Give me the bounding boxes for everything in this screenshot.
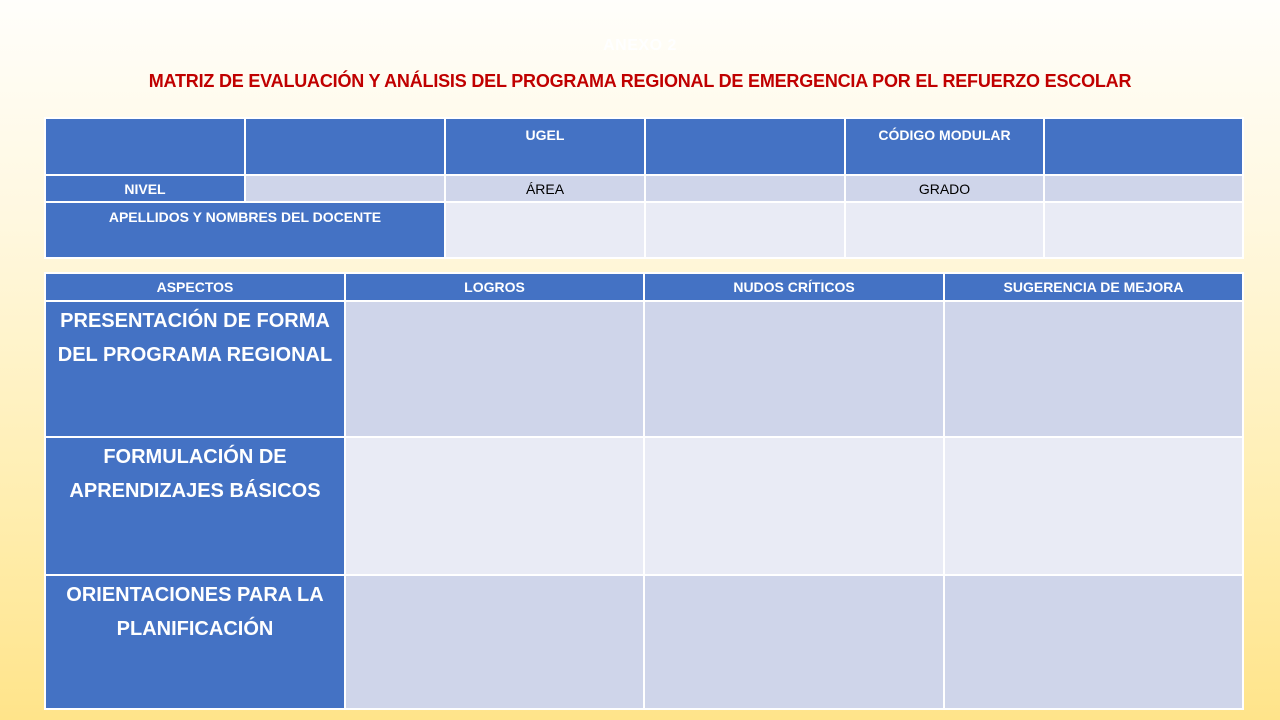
- codigo-modular-value-cell[interactable]: [1044, 118, 1243, 175]
- nivel-value-cell[interactable]: [245, 175, 445, 202]
- col-header-nudos-criticos: NUDOS CRÍTICOS: [644, 273, 944, 301]
- table-row: [45, 575, 1243, 709]
- logros-cell[interactable]: [345, 437, 644, 575]
- evaluation-matrix: [44, 272, 1244, 710]
- annex-label: ANEXO 2: [603, 37, 677, 54]
- grado-value-cell[interactable]: [1044, 175, 1243, 202]
- info-blank-cell[interactable]: [45, 118, 245, 175]
- aspect-presentacion: PRESENTACIÓN DE FORMA DEL PROGRAMA REGIONAL: [45, 301, 345, 437]
- col-header-sugerencia: SUGERENCIA DE MEJORA: [944, 273, 1243, 301]
- logros-cell[interactable]: [345, 575, 644, 709]
- sugerencia-cell[interactable]: [944, 301, 1243, 437]
- ugel-label: UGEL: [445, 118, 645, 175]
- info-blank-cell[interactable]: [245, 118, 445, 175]
- nudos-criticos-cell[interactable]: [644, 437, 944, 575]
- docente-value-cell[interactable]: [645, 202, 845, 258]
- col-header-aspectos: ASPECTOS: [45, 273, 345, 301]
- grado-label: GRADO: [845, 175, 1044, 202]
- ugel-value-cell[interactable]: [645, 118, 845, 175]
- nudos-criticos-cell[interactable]: [644, 575, 944, 709]
- document-title: MATRIZ DE EVALUACIÓN Y ANÁLISIS DEL PROGRAMA REGIONAL DE EMERGENCIA POR EL REFUERZO ESCOLAR: [148, 71, 1132, 91]
- docente-label: APELLIDOS Y NOMBRES DEL DOCENTE: [45, 202, 445, 258]
- sugerencia-cell[interactable]: [944, 437, 1243, 575]
- nudos-criticos-cell[interactable]: [644, 301, 944, 437]
- info-table: [44, 117, 1244, 259]
- aspect-formulacion: FORMULACIÓN DE APRENDIZAJES BÁSICOS: [45, 437, 345, 575]
- area-label: ÁREA: [445, 175, 645, 202]
- docente-value-cell[interactable]: [845, 202, 1044, 258]
- aspect-orientaciones: ORIENTACIONES PARA LA PLANIFICACIÓN: [45, 575, 345, 709]
- docente-value-cell[interactable]: [1044, 202, 1243, 258]
- nivel-label: NIVEL: [45, 175, 245, 202]
- logros-cell[interactable]: [345, 301, 644, 437]
- table-row: [45, 437, 1243, 575]
- table-row: [45, 301, 1243, 437]
- sugerencia-cell[interactable]: [944, 575, 1243, 709]
- codigo-modular-label: CÓDIGO MODULAR: [845, 118, 1044, 175]
- col-header-logros: LOGROS: [345, 273, 644, 301]
- area-value-cell[interactable]: [645, 175, 845, 202]
- docente-value-cell[interactable]: [445, 202, 645, 258]
